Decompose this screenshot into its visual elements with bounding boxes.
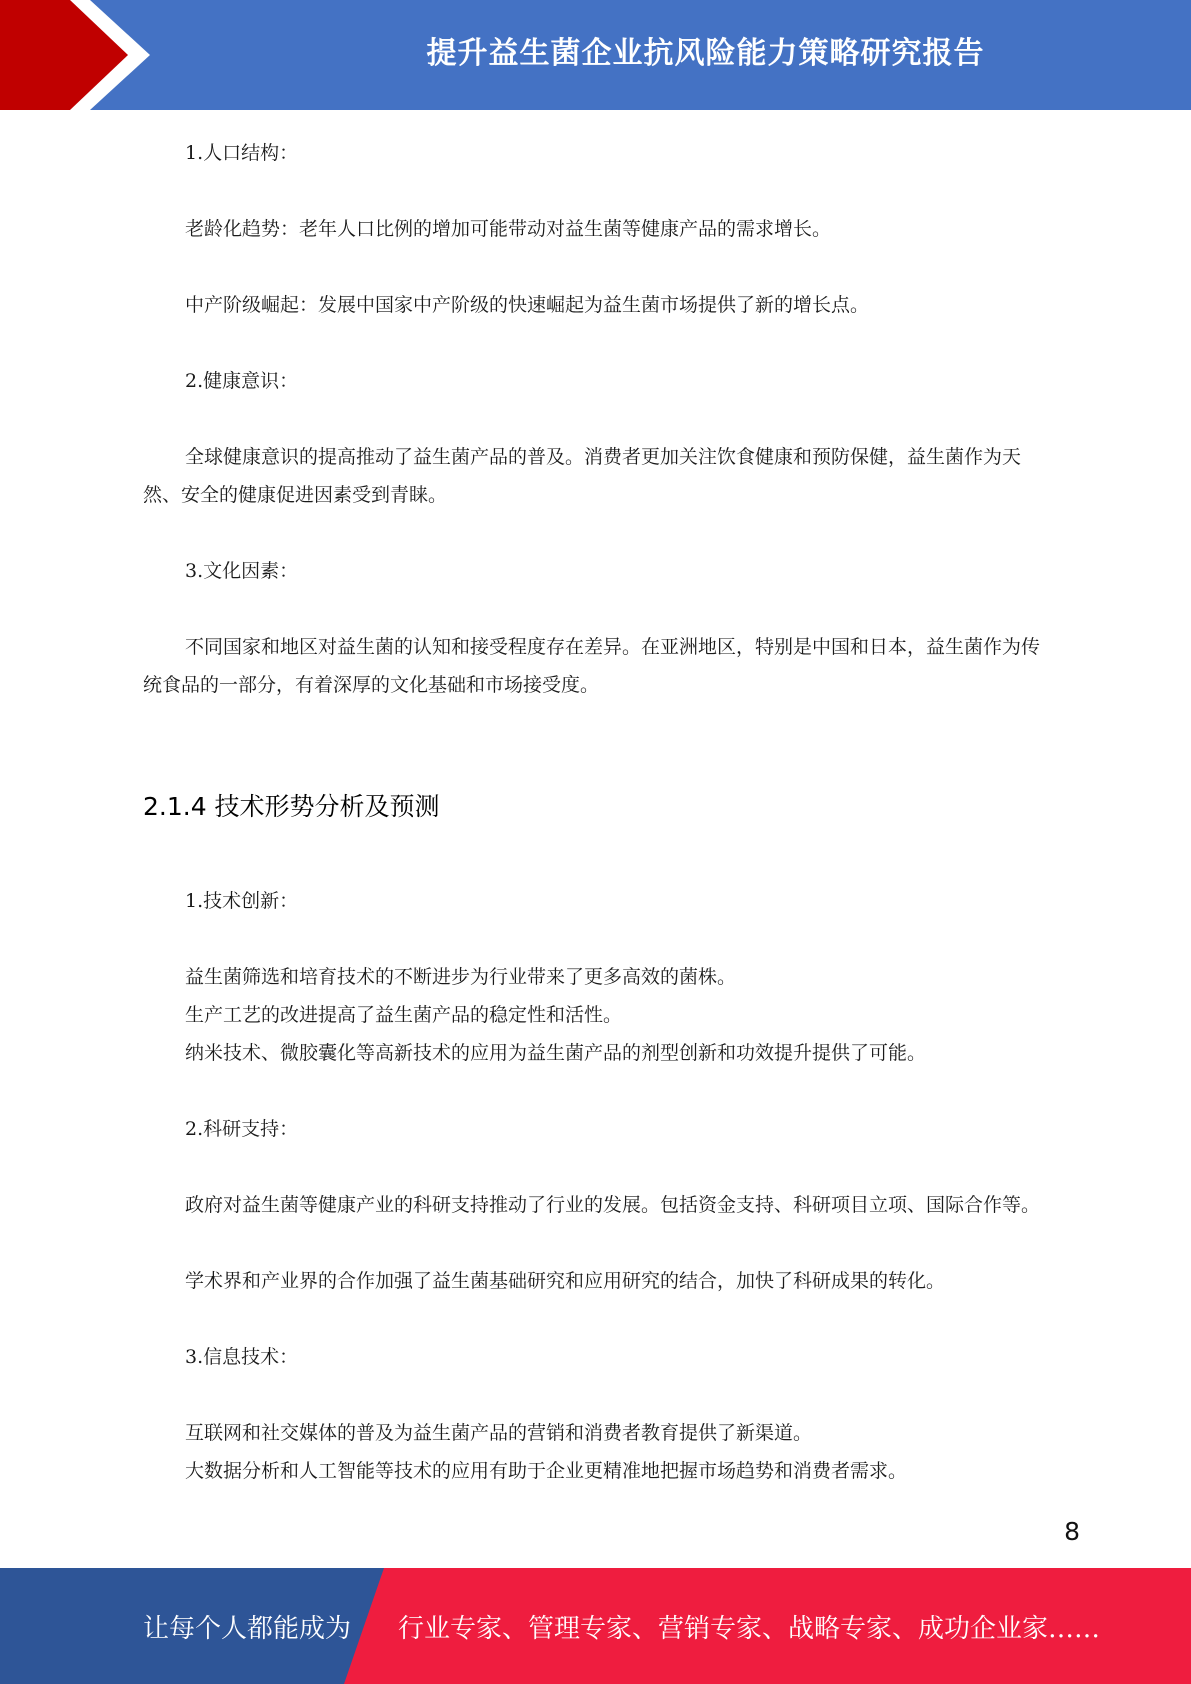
paragraph-process-improvement: 生产工艺的改进提高了益生菌产品的稳定性和活性。 xyxy=(185,1004,623,1026)
paragraph-nanotech: 纳米技术、微胶囊化等高新技术的应用为益生菌产品的剂型创新和功效提升提供了可能。 xyxy=(185,1042,927,1064)
subheading-population: 1.人口结构： xyxy=(185,142,299,164)
footer-slogan-left: 让每个人都能成为 xyxy=(143,1613,352,1644)
paragraph-internet: 互联网和社交媒体的普及为益生菌产品的营销和消费者教育提供了新渠道。 xyxy=(185,1422,813,1444)
section-heading: 2.1.4 技术形势分析及预测 xyxy=(143,792,440,821)
paragraph-big-data: 大数据分析和人工智能等技术的应用有助于企业更精准地把握市场趋势和消费者需求。 xyxy=(185,1460,908,1482)
paragraph-aging: 老龄化趋势：老年人口比例的增加可能带动对益生菌等健康产品的需求增长。 xyxy=(185,218,832,240)
page-header xyxy=(0,0,1191,110)
subheading-health-awareness: 2.健康意识： xyxy=(185,370,299,392)
subheading-info-tech: 3.信息技术： xyxy=(185,1346,299,1368)
paragraph-government-support: 政府对益生菌等健康产业的科研支持推动了行业的发展。包括资金支持、科研项目立项、国际合作等。 xyxy=(185,1194,1041,1216)
paragraph-strain-selection: 益生菌筛选和培育技术的不断进步为行业带来了更多高效的菌株。 xyxy=(185,966,737,988)
page-footer xyxy=(0,1568,1191,1684)
footer-slogan-right: 行业专家、管理专家、营销专家、战略专家、成功企业家…… xyxy=(398,1613,1101,1644)
subheading-research-support: 2.科研支持： xyxy=(185,1118,299,1140)
paragraph-academia-industry: 学术界和产业界的合作加强了益生菌基础研究和应用研究的结合，加快了科研成果的转化。 xyxy=(185,1270,946,1292)
paragraph-culture: 不同国家和地区对益生菌的认知和接受程度存在差异。在亚洲地区，特别是中国和日本，益生菌作为传统食品的一部分，有着深厚的文化基础和市场接受度。 xyxy=(143,636,1041,696)
document-title: 提升益生菌企业抗风险能力策略研究报告 xyxy=(426,36,985,71)
subheading-tech-innovation: 1.技术创新： xyxy=(185,890,299,912)
subheading-culture: 3.文化因素： xyxy=(185,560,299,582)
page-number: 8 xyxy=(1064,1517,1080,1546)
paragraph-middle-class: 中产阶级崛起：发展中国家中产阶级的快速崛起为益生菌市场提供了新的增长点。 xyxy=(185,294,870,316)
paragraph-health-awareness: 全球健康意识的提高推动了益生菌产品的普及。消费者更加关注饮食健康和预防保健，益生菌作为天然、安全的健康促进因素受到青睐。 xyxy=(143,446,1022,506)
